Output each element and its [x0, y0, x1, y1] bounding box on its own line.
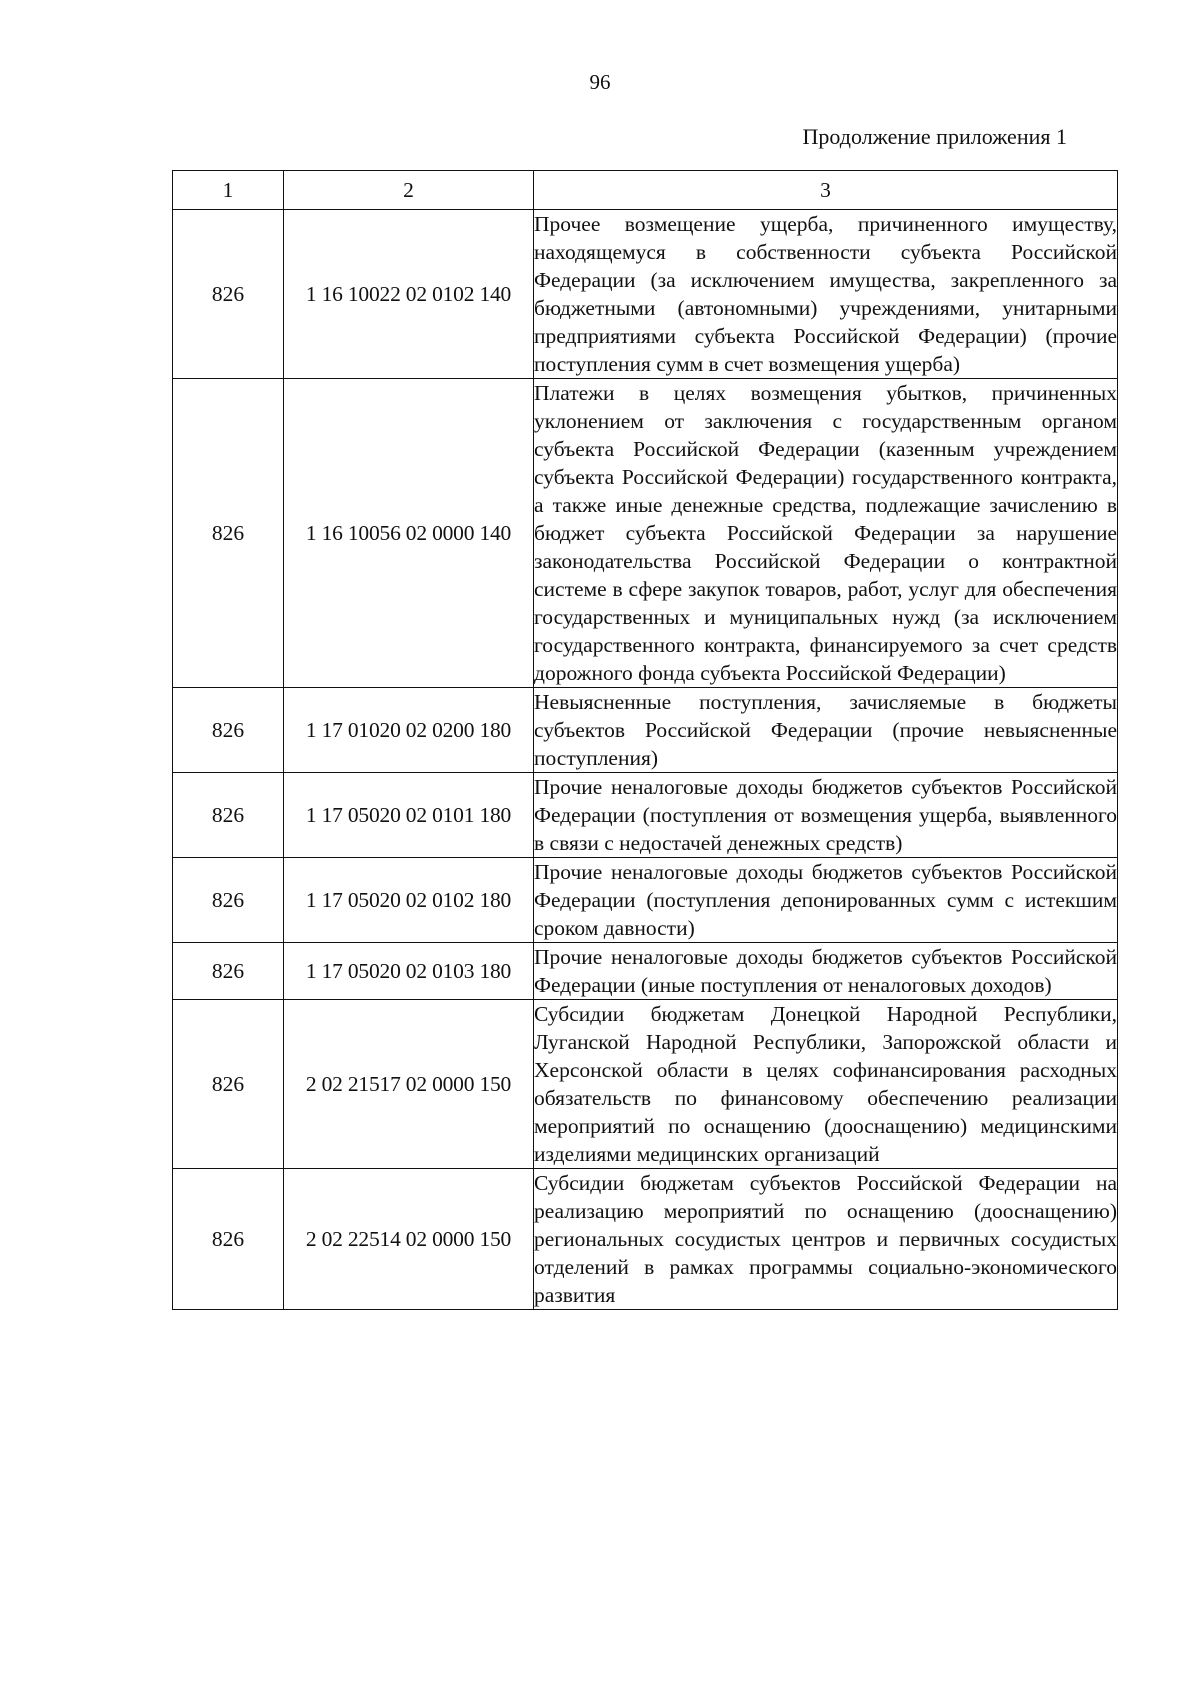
table-row — [173, 688, 1118, 773]
revenue-code-cell: 2 02 21517 02 0000 150 — [284, 1000, 534, 1169]
description-cell: Прочие неналоговые доходы бюджетов субъектов Российской Федерации (поступления от возмещения ущерба, выявленного в связи с недостачей денежных средств) — [534, 773, 1118, 858]
description-cell: Прочее возмещение ущерба, причиненного имуществу, находящемуся в собственности субъекта Российской Федерации (за исключением имущества, закрепленного за бюджетными (автономными) учреждениями, унитарными предприятиями субъекта Российской Федерации) (прочие поступления сумм в счет возмещения ущерба) — [534, 210, 1118, 379]
admin-code-cell: 826 — [173, 1169, 284, 1310]
admin-code-cell: 826 — [173, 688, 284, 773]
revenue-code-cell: 1 16 10022 02 0102 140 — [284, 210, 534, 379]
continuation-label: Продолжение приложения 1 — [802, 124, 1067, 149]
revenue-code-cell: 1 17 01020 02 0200 180 — [284, 688, 534, 773]
admin-code-cell: 826 — [173, 858, 284, 943]
description-cell: Невыясненные поступления, зачисляемые в бюджеты субъектов Российской Федерации (прочие невыясненные поступления) — [534, 688, 1118, 773]
page-number: 96 — [589, 70, 611, 94]
header-row — [173, 171, 1118, 210]
admin-code-cell: 826 — [173, 1000, 284, 1169]
description-cell: Прочие неналоговые доходы бюджетов субъектов Российской Федерации (иные поступления от неналоговых доходов) — [534, 943, 1118, 1000]
revenue-code-cell: 2 02 22514 02 0000 150 — [284, 1169, 534, 1310]
table-row — [173, 943, 1118, 1000]
table-row — [173, 1000, 1118, 1169]
table-body — [173, 210, 1118, 1310]
table-row — [173, 210, 1118, 379]
column-header-2: 2 — [284, 171, 534, 210]
table-row — [173, 773, 1118, 858]
admin-code-cell: 826 — [173, 210, 284, 379]
description-cell: Прочие неналоговые доходы бюджетов субъектов Российской Федерации (поступления депонированных сумм с истекшим сроком давности) — [534, 858, 1118, 943]
admin-code-cell: 826 — [173, 773, 284, 858]
table-row — [173, 858, 1118, 943]
revenue-code-cell: 1 17 05020 02 0101 180 — [284, 773, 534, 858]
admin-code-cell: 826 — [173, 379, 284, 688]
revenue-code-cell: 1 17 05020 02 0102 180 — [284, 858, 534, 943]
revenue-code-cell: 1 17 05020 02 0103 180 — [284, 943, 534, 1000]
table-header — [173, 171, 1118, 210]
admin-code-cell: 826 — [173, 943, 284, 1000]
table-row — [173, 1169, 1118, 1310]
revenue-codes-table — [172, 170, 1118, 1310]
column-header-3: 3 — [534, 171, 1118, 210]
description-cell: Субсидии бюджетам Донецкой Народной Республики, Луганской Народной Республики, Запорожской области и Херсонской области в целях софинансирования расходных обязательств по финансовому обеспечению реализации мероприятий по оснащению (дооснащению) медицинскими изделиями медицинских организаций — [534, 1000, 1118, 1169]
description-cell: Субсидии бюджетам субъектов Российской Федерации на реализацию мероприятий по оснащению (дооснащению) региональных сосудистых центров и первичных сосудистых отделений в рамках программы социально-экономического развития — [534, 1169, 1118, 1310]
revenue-code-cell: 1 16 10056 02 0000 140 — [284, 379, 534, 688]
table-row — [173, 379, 1118, 688]
description-cell: Платежи в целях возмещения убытков, причиненных уклонением от заключения с государственным органом субъекта Российской Федерации (казенным учреждением субъекта Российской Федерации) государственного контракта, а также иные денежные средства, подлежащие зачислению в бюджет субъекта Российской Федерации за нарушение законодательства Российской Федерации о контрактной системе в сфере закупок товаров, работ, услуг для обеспечения государственных и муниципальных нужд (за исключением государственного контракта, финансируемого за счет средств дорожного фонда субъекта Российской Федерации) — [534, 379, 1118, 688]
column-header-1: 1 — [173, 171, 284, 210]
